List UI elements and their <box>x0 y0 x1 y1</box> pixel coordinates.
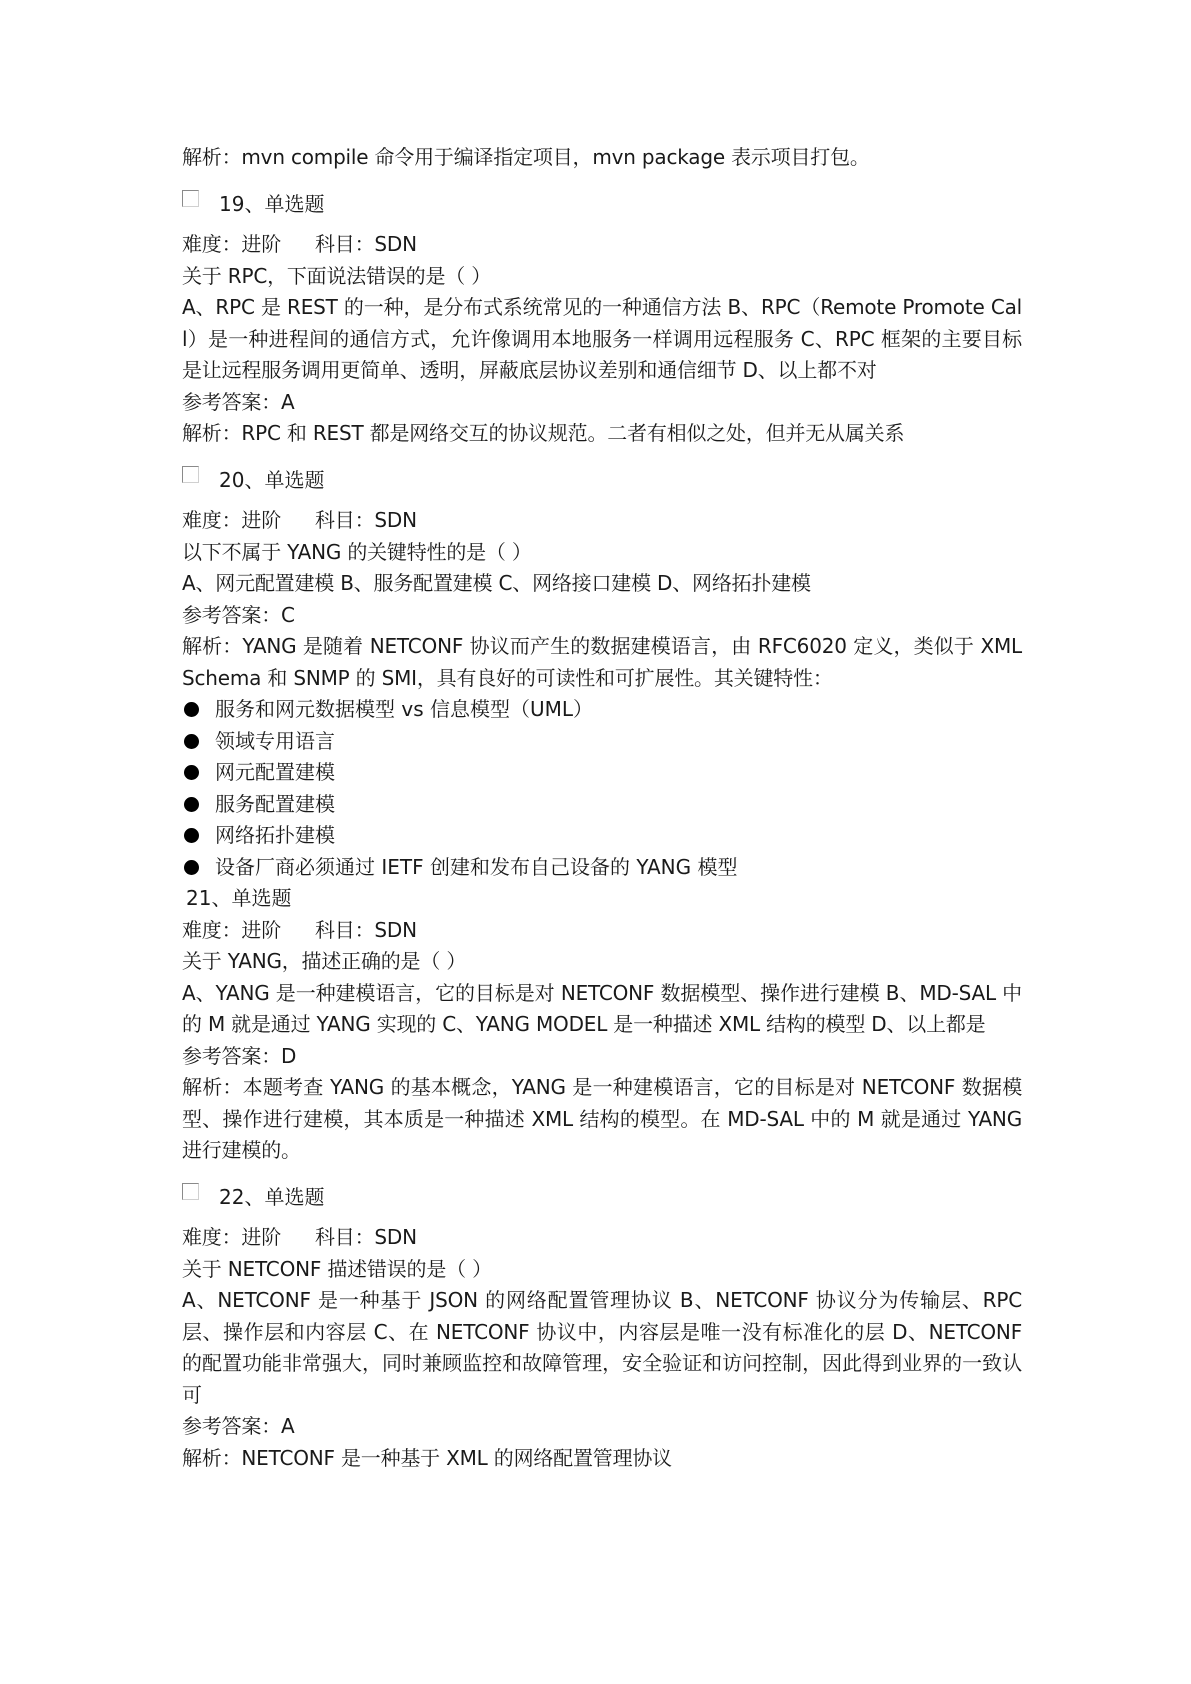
q22-answer: 参考答案：A <box>182 1414 295 1438</box>
bullet-icon <box>184 797 199 812</box>
q22-title: 22、单选题 <box>219 1184 325 1209</box>
q21-analysis: 解析：本题考查 YANG 的基本概念，YANG 是一种建模语言，它的目标是对 NETCONF 数据模型、操作进行建模，其本质是一种描述 XML 结构的模型。在 MD-SAL 中的 M 就是通过 YANG 进行建模的。 <box>182 1075 1022 1162</box>
q21-subject: 科目：SDN <box>315 917 417 942</box>
list-item: 网元配置建模 <box>182 757 1022 789</box>
list-item: 服务和网元数据模型 vs 信息模型（UML） <box>182 694 1022 726</box>
q22-subject: 科目：SDN <box>315 1225 417 1249</box>
q20-checkbox[interactable] <box>182 466 199 483</box>
q22-question: 关于 NETCONF 描述错误的是（ ） <box>182 1256 492 1281</box>
q22-checkbox[interactable] <box>182 1183 199 1200</box>
document-page <box>182 142 1022 1474</box>
q21-question: 关于 YANG，描述正确的是（ ） <box>182 949 467 973</box>
q20-difficulty: 难度：进阶 <box>182 508 281 532</box>
q19-header <box>182 189 1022 221</box>
bullet-icon <box>184 702 199 717</box>
q21-answer: 参考答案：D <box>182 1043 297 1068</box>
q20-bullet-list <box>182 694 1022 883</box>
list-item: 网络拓扑建模 <box>182 820 1022 852</box>
q19-subject: 科目：SDN <box>315 232 417 256</box>
q20-options: A、网元配置建模 B、服务配置建模 C、网络接口建模 D、网络拓扑建模 <box>182 571 811 595</box>
list-item: 领域专用语言 <box>182 726 1022 758</box>
list-item: 服务配置建模 <box>182 789 1022 821</box>
bullet-icon <box>184 860 199 875</box>
q22-meta <box>182 1222 1022 1254</box>
q19-analysis: 解析：RPC 和 REST 都是网络交互的协议规范。二者有相似之处，但并无从属关系 <box>182 421 905 445</box>
q21-title: 21、单选题 <box>186 886 292 910</box>
q21-options: A、YANG 是一种建模语言，它的目标是对 NETCONF 数据模型、操作进行建模 B、MD-SAL 中的 M 就是通过 YANG 实现的 C、YANG MODEL 是一种描述 XML 结构的模型 D、以上都是 <box>182 980 1022 1036</box>
q20-subject: 科目：SDN <box>315 508 417 532</box>
q19-difficulty: 难度：进阶 <box>182 232 281 256</box>
q22-analysis: 解析：NETCONF 是一种基于 XML 的网络配置管理协议 <box>182 1445 672 1470</box>
q20-header <box>182 465 1022 497</box>
q20-question: 以下不属于 YANG 的关键特性的是（ ） <box>182 539 532 564</box>
q19-options: A、RPC 是 REST 的一种，是分布式系统常见的一种通信方法 B、RPC（Remote Promote Call）是一种进程间的通信方式，允许像调用本地服务一样调用远程服务 C、RPC 框架的主要目标是让远程服务调用更简单、透明，屏蔽底层协议差别和通信细节 D、以上都不对 <box>182 295 1022 382</box>
q21-meta <box>182 915 1022 947</box>
q20-answer: 参考答案：C <box>182 602 295 627</box>
q18-analysis: 解析：mvn compile 命令用于编译指定项目，mvn package 表示项目打包。 <box>182 145 870 169</box>
q21-difficulty: 难度：进阶 <box>182 917 281 942</box>
bullet-icon <box>184 765 199 780</box>
q22-difficulty: 难度：进阶 <box>182 1225 281 1249</box>
q19-meta <box>182 229 1022 261</box>
q20-meta <box>182 505 1022 537</box>
q19-title: 19、单选题 <box>219 191 325 216</box>
bullet-icon <box>184 828 199 843</box>
list-item: 设备厂商必须通过 IETF 创建和发布自己设备的 YANG 模型 <box>182 852 1022 884</box>
q22-options: A、NETCONF 是一种基于 JSON 的网络配置管理协议 B、NETCONF 协议分为传输层、RPC 层、操作层和内容层 C、在 NETCONF 协议中，内容层是唯一没有标准化的层 D、NETCONF 的配置功能非常强大，同时兼顾监控和故障管理，安全验证和访问控制，因此得到业界的一致认可 <box>182 1288 1022 1407</box>
q19-answer: 参考答案：A <box>182 389 295 414</box>
q19-checkbox[interactable] <box>182 190 199 207</box>
q22-header <box>182 1182 1022 1214</box>
q20-analysis: 解析：YANG 是随着 NETCONF 协议而产生的数据建模语言，由 RFC6020 定义，类似于 XML Schema 和 SNMP 的 SMI，具有良好的可读性和可扩展性。其关键特性： <box>182 634 1022 690</box>
bullet-icon <box>184 734 199 749</box>
q19-question: 关于 RPC，下面说法错误的是（ ） <box>182 263 492 288</box>
q20-title: 20、单选题 <box>219 467 325 492</box>
